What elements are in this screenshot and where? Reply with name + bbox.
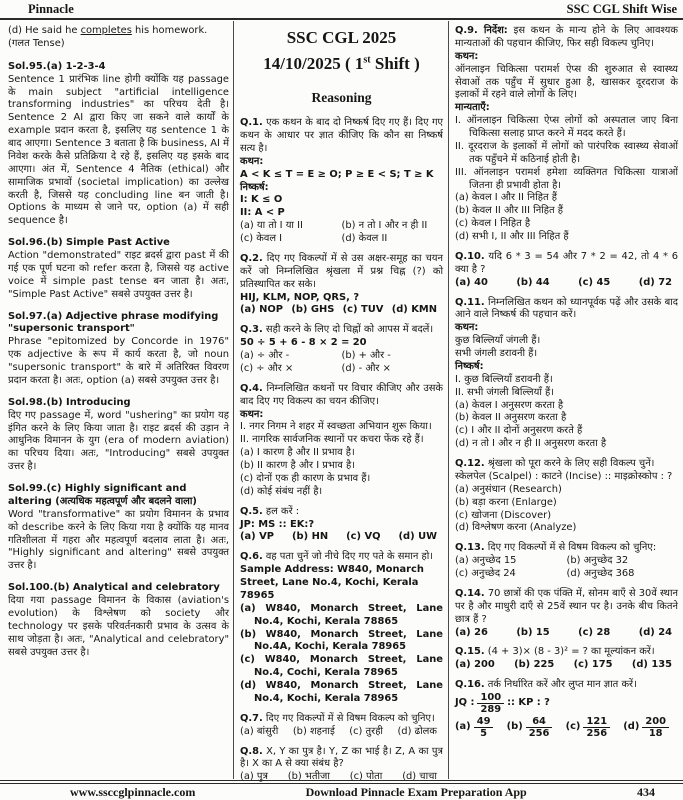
option: (a) पुत्र: [240, 771, 268, 783]
option: (d) चाचा: [402, 771, 437, 783]
options-row: [240, 233, 443, 246]
solution-body: दिए गए passage में, word "ushering" का प्रयोग यह इंगित करने के लिए किया जाता है। राइट ब्रदर्स की उड़ान ने आधुनिक विमानन के युग (era of modern aviation) का परिचय दिया। अतः, "Introducing" सबसे उपयुक्त उत्तर है।: [8, 409, 229, 473]
option: (a) या तो I या II: [240, 220, 303, 232]
bold-line: A < K ≤ T = E ≥ O; P ≥ E < S; T ≥ K: [240, 168, 434, 180]
fraction: [526, 716, 553, 740]
fraction-denominator: 256: [528, 728, 550, 740]
option: (b) 44: [516, 276, 550, 288]
statement-line: (b) W840, Monarch Street, Lane No.4A, Kochi, Kerala 78965: [240, 628, 443, 653]
option: (b) 225: [514, 659, 555, 671]
intro-pre: (d) He said he: [8, 25, 81, 36]
options-row: [240, 363, 443, 376]
intro-post: his homework.: [131, 25, 208, 36]
question-block: [240, 551, 443, 706]
option: (b) HN: [292, 531, 329, 543]
text-line: (a) केवल I अनुसरण करता है: [455, 399, 564, 411]
question-block: [240, 117, 443, 246]
footer-page-number: 434: [637, 784, 655, 799]
option: (c) TUV: [342, 304, 384, 316]
solution-title: Sol.97.(a) Adjective phrase modifying "supersonic transport": [8, 310, 219, 335]
bold-line: कथन:: [455, 50, 479, 62]
analogy-pre: JQ :: [455, 697, 475, 709]
option: (b) 15: [516, 626, 550, 638]
bold-line: निष्कर्ष:: [240, 181, 269, 193]
option: (c) 175: [573, 659, 613, 671]
question-number: Q.8.: [240, 745, 263, 757]
fraction-numerator: 64: [526, 716, 553, 728]
bold-line: II: A < P: [240, 207, 285, 219]
solution-title: Sol.96.(b) Simple Past Active: [8, 237, 170, 249]
options-row: [455, 568, 678, 581]
bold-line: कथन:: [455, 322, 479, 334]
solution-body: Phrase "epitomized by Concorde in 1976" एक adjective के रूप में कार्य करता है, जो noun "supersonic transport" के बारे में अतिरिक्त विवरण प्रदान करता है। अतः, option (a) सबसे उपयुक्त उत्तर है।: [8, 336, 229, 386]
fraction-denominator: 289: [480, 704, 502, 716]
option: (b) शहनाई: [292, 725, 335, 737]
page-header: [0, 0, 683, 20]
fraction-numerator: 121: [583, 716, 610, 728]
solution-title: Sol.95.(a) 1-2-3-4: [8, 60, 106, 72]
text-line: II. सभी जंगली बिल्लियाँ हैं।: [455, 386, 555, 398]
question-number: Q.6.: [240, 551, 263, 563]
bold-line: निष्कर्ष:: [455, 360, 484, 372]
questions-list: [240, 117, 443, 784]
option: (b) भतीजा: [287, 771, 330, 783]
option: (a) 26: [455, 626, 488, 638]
statement-line: II. दूरदराज के इलाकों में लोगों को पारंपरिक स्वास्थ्य सेवाओं तक पहुँचने में कठिनाई होती है।: [455, 140, 678, 165]
option: [566, 716, 614, 740]
question-paragraph: [455, 251, 678, 277]
question-paragraph: [455, 297, 678, 323]
text-line: (d) विश्लेषण करना (Analyze): [455, 522, 577, 534]
options-row: [240, 304, 443, 317]
question-text: 70 छात्रों की एक पंक्ति में, सोनम बाएँ से 30वें स्थान पर है और माधुरी दाएँ से 25वें स्थान पर है। उनके बीच कितने छात्र हैं ?: [455, 587, 679, 625]
text-line: (c) दोनों एक ही कारण के प्रभाव हैं।: [240, 472, 371, 484]
fraction: [583, 716, 610, 740]
question-number: Q.2.: [240, 252, 263, 264]
text-line: (a) I कारण है और II प्रभाव है।: [240, 447, 355, 459]
text-line: (d) न तो I और न ही II अनुसरण करता है: [455, 438, 607, 450]
text-line: (a) केवल I और II निहित हैं: [455, 192, 557, 204]
option: (d) UW: [398, 531, 437, 543]
question-paragraph: [240, 506, 443, 519]
text-line: (c) खोजना (Discover): [455, 509, 552, 521]
option: (d) केवल II: [341, 233, 388, 245]
page-footer: [0, 780, 683, 800]
right-column: [455, 25, 678, 747]
bold-line: कथन:: [240, 155, 264, 167]
option: (d) 135: [631, 659, 672, 671]
question-text: X, Y का पुत्र है। Y, Z का भाई है। Z, A का पुत्र है। X का A से क्या संबंध है?: [240, 745, 443, 770]
bold-line: HIJ, KLM, NOP, QRS, ?: [240, 291, 360, 303]
solution-body: Sentence 1 प्रारंभिक line होगी क्योंकि यह passage के main subject "artificial intelligence transforming industries" का परिचय देती है। Sentence 2 AI द्वारा किए जा सकने वाले कार्यों के example प्रदान करता है, इसलिए यह sentence 1 के बाद आएगा। Sentence 3 बताता है कि business, AI में निवेश करके कैसे प्रतिक्रिया दे रहे हैं, इसलिए यह इसके बाद आएगा। अंत में, Sentence 4 नैतिक (ethical) और सामाजिक प्रभावों (societal implication) का उल्लेख करती है, जिससे यह concluding line बन जाती है। Options के माध्यम से जाने पर, option (a) में सही sequence है।: [8, 73, 229, 227]
text-line: (b) II कारण है और I प्रभाव है।: [240, 460, 355, 472]
solution-block: [8, 237, 229, 301]
bold-line: JP: MS :: EK:?: [240, 518, 315, 530]
option: (d) KMN: [391, 304, 437, 316]
question-block: [455, 542, 678, 581]
option: (c) केवल I: [240, 233, 283, 245]
question-text: श्रृंखला को पूरा करने के लिए सही विकल्प चुनें।: [487, 458, 655, 469]
option: (c) 28: [578, 626, 611, 638]
option: (c) तुरही: [349, 725, 383, 737]
option: (d) 24: [638, 626, 672, 638]
header-right-title: SSC CGL Shift Wise: [566, 1, 677, 16]
question-text: निम्नलिखित कथनों पर विचार कीजिए और उसके बाद दिए गए विकल्प का चयन कीजिए।: [240, 382, 444, 407]
option: (d) - और ×: [341, 362, 391, 374]
statement-line: (a) W840, Monarch Street, Lane No.4, Kochi, Kerala 78865: [240, 602, 443, 627]
option: (d) अनुच्छेद 368: [566, 568, 635, 579]
text-line: सभी जंगली डरावनी हैं।: [455, 348, 538, 359]
option: (a) VP: [240, 531, 275, 543]
text-line: (d) सभी I, II और III निहित हैं: [455, 231, 569, 242]
statement-line: I. नगर निगम ने शहर में स्वच्छता अभियान शुरू किया।: [240, 421, 432, 433]
question-text: एक कथन के बाद दो निष्कर्ष दिए गए हैं। दिए गए कथन के आधार पर ज्ञात कीजिए कि कौन सा निष्कर्ष सत्य है।: [240, 117, 444, 154]
option: (c) VQ: [346, 531, 381, 543]
question-block: [455, 458, 678, 535]
options-row: [455, 659, 678, 672]
fraction-denominator: 18: [648, 728, 663, 740]
question-number: Q.16.: [455, 679, 485, 691]
option: (a) अनुच्छेद 15: [455, 555, 517, 567]
question-number: Q.10.: [455, 250, 485, 262]
solution-body: Word "transformative" का प्रयोग विमानन के प्रभाव को describe करने के लिए किया गया है क्योंकि यह मानव गतिशीलता में गहरा और महत्वपूर्ण बदलाव लाता है। अतः, "Highly significant and altering" सबसे उपयुक्त उत्तर है।: [8, 508, 229, 572]
question-text: निम्नलिखित कथन को ध्यानपूर्वक पढ़ें और उसके बाद आने वाले निष्कर्ष की पहचान करें।: [455, 296, 679, 321]
column-divider: [233, 21, 234, 779]
analogy-line: [455, 692, 678, 716]
middle-column: [240, 25, 443, 791]
question-block: [240, 253, 443, 317]
text-line: (b) बड़ा करना (Enlarge): [455, 496, 557, 508]
intro-block: [8, 25, 229, 51]
question-paragraph: [240, 551, 443, 564]
option: (c) अनुच्छेद 24: [455, 568, 516, 579]
column-divider: [448, 21, 449, 779]
fraction: [477, 692, 504, 716]
question-number: Q.1.: [240, 117, 263, 129]
question-text: सही करने के लिए दो चिह्नों को आपस में बदलें।: [265, 324, 434, 336]
options-row: [455, 277, 678, 290]
option: (c) पोता: [349, 771, 383, 783]
question-paragraph: [240, 746, 443, 772]
fraction-numerator: 100: [477, 692, 504, 704]
statement-line: (d) W840, Monarch Street, Lane No.4, Kochi, Kerala 78965: [240, 680, 443, 704]
option: (c) ÷ और ×: [240, 362, 294, 374]
option: [623, 716, 672, 740]
question-text: हल करें :: [265, 505, 300, 517]
question-paragraph: [240, 324, 443, 337]
bold-line: I: K ≤ O: [240, 194, 283, 206]
question-block: [240, 713, 443, 739]
options-row: [455, 716, 678, 740]
questions-list: [455, 25, 678, 740]
fraction: [474, 716, 494, 740]
question-block: [240, 506, 443, 545]
statement-line: (c) W840, Monarch Street, Lane No.4, Cochi, Kerala 78965: [240, 654, 443, 679]
option: (a) 40: [455, 276, 488, 288]
options-row: [455, 627, 678, 640]
solution-block: [8, 582, 229, 659]
options-row: [240, 220, 443, 233]
solution-body: Action "demonstrated" राइट ब्रदर्स द्वारा past में की गई एक पूर्ण घटना को refer करता है, जिससे यह active voice में simple past tense बन जाता है। अतः, "Simple Past Active" सबसे उपयुक्त उत्तर है।: [8, 250, 229, 300]
question-number: Q.11.: [455, 296, 485, 308]
text-line: (c) केवल I निहित है: [455, 218, 531, 230]
question-text: (4 + 3)× (8 - 3)² = ? का मूल्यांकन करें।: [487, 646, 655, 658]
solution-block: [8, 483, 229, 573]
question-text: दिए गए विकल्पों में से उस अक्षर-समूह का चयन करें जो निम्नलिखित श्रृंखला में प्रश्न चिह्न (?) को प्रतिस्थापित कर सके।: [240, 252, 443, 290]
solution-block: [8, 397, 229, 474]
solution-block: [8, 61, 229, 228]
question-number: Q.14.: [455, 587, 485, 599]
text-line: (c) I और II दोनों अनुसरण करते हैं: [455, 425, 583, 437]
question-block: [455, 679, 678, 739]
exam-date-shift: [240, 51, 443, 77]
bold-line: 50 ÷ 5 + 6 - 8 × 2 = 20: [240, 337, 367, 349]
option-label: (a): [455, 721, 471, 733]
text-line: स्केलपेल (Scalpel) : काटने (Incise) :: माइक्रोस्कोप : ?: [455, 470, 673, 482]
question-block: [240, 746, 443, 785]
solution-title: Sol.99.(c) Highly significant and altering (अत्यधिक महत्वपूर्ण और बदलने वाला): [8, 483, 197, 507]
question-number: Q.5.: [240, 505, 263, 517]
option: (b) अनुच्छेद 32: [566, 555, 629, 567]
option-label: (c): [565, 721, 581, 733]
fraction-numerator: 200: [642, 716, 669, 728]
option: (a) बांसुरी: [240, 725, 279, 737]
question-number: Q.3.: [240, 324, 263, 336]
question-text: दिए गए विकल्पों में से विषम विकल्प को चुनिए।: [265, 712, 435, 724]
bold-line: मान्यताएँ:: [455, 102, 490, 114]
bold-line: Sample Address: W840, Monarch Street, Lane No.4, Kochi, Kerala 78965: [240, 564, 424, 601]
question-number: Q.4.: [240, 382, 263, 394]
option: (a) ÷ और -: [240, 350, 290, 362]
options-row: [240, 531, 443, 544]
statement-line: III. ऑनलाइन परामर्श हमेशा व्यक्तिगत चिकित्सा यात्राओं जितना ही प्रभावी होता है।: [455, 166, 678, 191]
fraction-denominator: 5: [480, 728, 488, 740]
question-paragraph: [455, 646, 678, 659]
option: (b) न तो I और न ही II: [341, 220, 428, 232]
question-paragraph: [240, 253, 443, 292]
question-number: Q.12.: [455, 458, 485, 469]
text-line: (d) कोई संबंध नहीं है।: [240, 485, 323, 497]
question-block: [455, 646, 678, 672]
option-label: (d): [623, 721, 640, 733]
question-block: [455, 251, 678, 290]
text-line: (a) अनुसंधान (Research): [455, 483, 562, 495]
text-line: (b) केवल II और III निहित हैं: [455, 205, 563, 217]
question-paragraph: [455, 679, 678, 692]
brand-title: Pinnacle: [28, 1, 74, 16]
bold-line: कथन:: [240, 408, 264, 420]
option: (b) + और -: [341, 350, 391, 362]
intro-note: (गलत Tense): [8, 37, 65, 49]
question-number: Q.7.: [240, 712, 263, 724]
question-text: वह पता चुनें जो नीचे दिए गए पते के समान हो।: [265, 551, 434, 563]
question-text: तर्क निर्धारित करें और लुप्त मान ज्ञात करें।: [487, 679, 637, 691]
options-row: [455, 555, 678, 568]
question-paragraph: [240, 383, 443, 409]
left-column: [8, 25, 229, 668]
fraction-numerator: 49: [474, 716, 494, 728]
text-line: कुछ बिल्लियाँ जंगली हैं।: [455, 335, 541, 347]
option: (b) GHS: [291, 304, 335, 316]
option: [455, 716, 496, 740]
question-block: [240, 324, 443, 376]
question-paragraph: [455, 588, 678, 627]
fraction-denominator: 256: [586, 728, 608, 740]
question-block: [455, 297, 678, 452]
exam-title: SSC CGL 2025: [286, 28, 397, 47]
option: (d) 72: [638, 276, 672, 288]
question-number: Q.15.: [455, 646, 485, 658]
question-text: इस कथन के मान्य होने के लिए आवश्यक मान्यताओं की पहचान कीजिए, फिर सही विकल्प चुनिए।: [455, 25, 678, 49]
intro-underlined-word: completes: [80, 25, 132, 36]
statement-line: II. नागरिक सार्वजनिक स्थानों पर कचरा फेंक रहे हैं।: [240, 434, 424, 446]
text-line: ऑनलाइन चिकित्सा परामर्श ऐप्स की शुरुआत से स्वास्थ्य सेवाओं तक पहुँच में सुधार हुआ है, खासकर दूरदराज के इलाकों में रहने वाले लोगों के लिए।: [455, 63, 678, 101]
question-paragraph: [240, 713, 443, 726]
question-paragraph: [240, 117, 443, 156]
analogy-post: :: KP : ?: [507, 697, 550, 709]
statement-line: I. ऑनलाइन चिकित्सा ऐप्स लोगों को अस्पताल जाए बिना चिकित्सा सलाह प्राप्त करने में मदद करते हैं।: [455, 115, 678, 139]
options-row: [240, 726, 443, 739]
option-label: (b): [506, 721, 523, 733]
option: (c) 45: [578, 276, 611, 288]
solution-title: Sol.98.(b) Introducing: [8, 396, 131, 408]
fraction: [642, 716, 669, 740]
footer-url: www.ssccglpinnacle.com: [70, 784, 196, 799]
section-title: Reasoning: [311, 89, 372, 105]
option: [507, 716, 556, 740]
question-text: दिए गए विकल्पों में से विषम विकल्प को चुनिए:: [487, 542, 657, 554]
question-text: यदि 6 * 3 = 54 और 7 * 2 = 42, तो 4 * 6 क्या है ?: [455, 250, 678, 275]
date-ordinal: st: [363, 54, 371, 66]
solution-title: Sol.100.(b) Analytical and celebratory: [8, 582, 220, 594]
options-row: [240, 350, 443, 363]
question-block: [455, 25, 678, 244]
solution-block: [8, 311, 229, 388]
question-block: [240, 383, 443, 499]
question-paragraph: [455, 25, 678, 51]
option: (a) 200: [455, 659, 495, 671]
solutions-list: [8, 61, 229, 660]
question-paragraph: [455, 458, 678, 471]
date-post: Shift ): [370, 54, 420, 74]
intro-line: [8, 25, 229, 38]
solution-body: दिया गया passage विमानन के विकास (aviation's evolution) के विश्लेषण को society और technology पर इसके परिवर्तनकारी प्रभाव के उत्सव के साथ जोड़ता है। अतः, "Analytical and celebratory" सबसे उपयुक्त उत्तर है।: [8, 595, 229, 658]
date-pre: 14/10/2025 ( 1: [263, 54, 364, 74]
question-block: [455, 588, 678, 640]
option: (a) NOP: [240, 304, 284, 316]
option: (d) ढोलक: [397, 725, 437, 737]
footer-app-text: Download Pinnacle Exam Preparation App: [305, 784, 527, 799]
question-paragraph: [455, 542, 678, 555]
question-number: Q.9. निर्देश:: [455, 25, 508, 36]
question-number: Q.13.: [455, 542, 485, 554]
text-line: (b) केवल II अनुसरण करता है: [455, 412, 567, 424]
text-line: I. कुछ बिल्लियाँ डरावनी हैं।: [455, 373, 553, 385]
